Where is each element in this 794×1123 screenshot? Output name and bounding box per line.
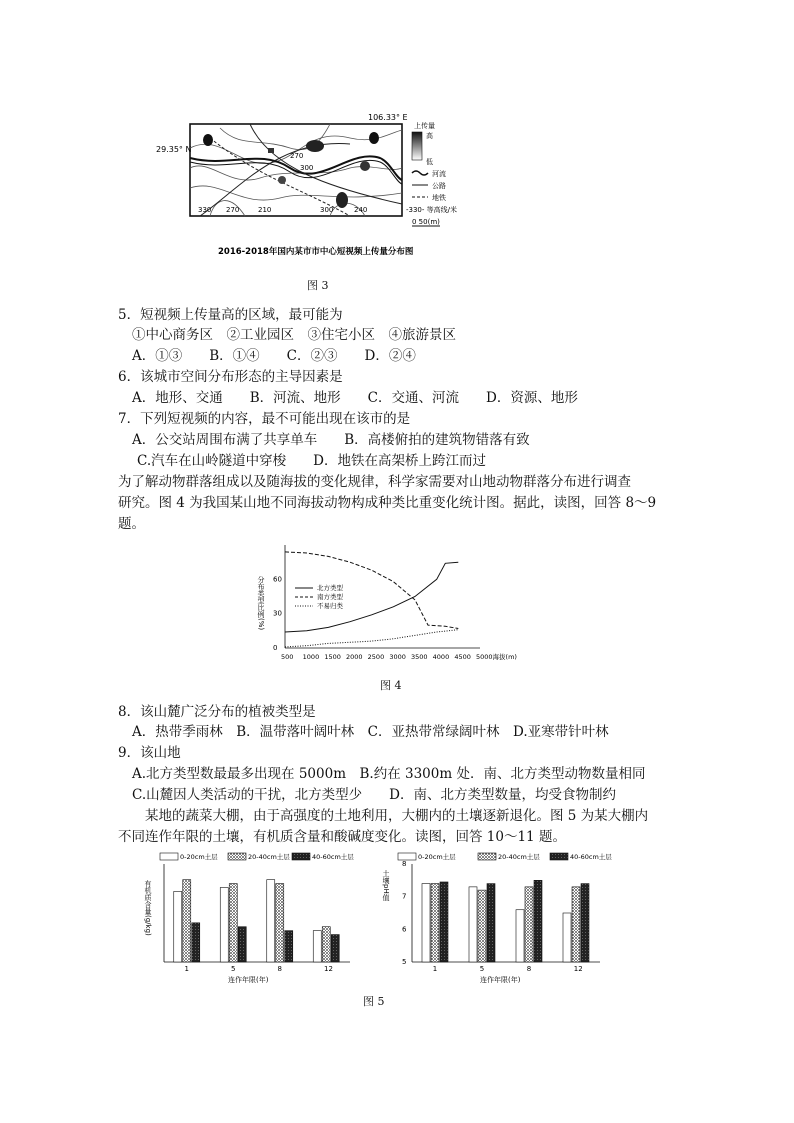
figure-4-caption: 图 4 bbox=[380, 679, 402, 692]
bar bbox=[440, 882, 448, 962]
bar bbox=[534, 880, 542, 962]
legend-south: 南方类型 bbox=[317, 593, 343, 601]
contour-label: 300 bbox=[320, 206, 334, 214]
bar bbox=[322, 927, 330, 962]
altitude-line-chart bbox=[255, 540, 525, 665]
bar bbox=[331, 935, 339, 962]
figure-3-caption: 图 3 bbox=[307, 279, 329, 292]
q5-options: ①中心商务区 ②工业园区 ③住宅小区 ④旅游景区 bbox=[132, 327, 456, 343]
q7-choices-ab: A．公交站周围布满了共享单车 B．高楼俯拍的建筑物错落有致 bbox=[132, 432, 530, 448]
x-tick-label: 1000 bbox=[302, 653, 320, 661]
x-tick-label: 3500 bbox=[411, 653, 428, 661]
bar bbox=[516, 910, 524, 962]
y-tick-label: 0 bbox=[273, 644, 278, 652]
y-axis-label: 分布类型比例(%) bbox=[257, 576, 265, 631]
x-tick-label: 3000 bbox=[389, 653, 406, 661]
svg-text:上传量: 上传量 bbox=[414, 122, 435, 130]
svg-text:20-40cm土层: 20-40cm土层 bbox=[498, 853, 540, 861]
bar bbox=[478, 890, 486, 962]
x-tick-label: 2000 bbox=[346, 653, 363, 661]
intro-fig4-l1: 为了解动物群落组成以及随海拔的变化规律，科学家需要对山地动物群落分布进行调查 bbox=[118, 474, 631, 490]
left-y-label: 有机质含量(g/kg) bbox=[144, 880, 152, 936]
map-legend bbox=[406, 121, 457, 226]
chart-legend bbox=[295, 583, 344, 610]
x-tick-label: 12 bbox=[573, 965, 583, 973]
figure-4 bbox=[255, 540, 525, 665]
series-line-2 bbox=[285, 552, 458, 629]
bar bbox=[238, 927, 246, 962]
y-tick-label: 60 bbox=[273, 575, 282, 584]
x-tick-label: 5 bbox=[479, 965, 485, 973]
bar bbox=[267, 880, 275, 962]
x-tick-label: 5000海拔(m) bbox=[476, 653, 517, 661]
svg-text:0-20cm土层: 0-20cm土层 bbox=[180, 853, 218, 861]
bar bbox=[422, 884, 430, 962]
svg-text:40-60cm土层: 40-60cm土层 bbox=[570, 853, 612, 861]
svg-text:40-60cm土层: 40-60cm土层 bbox=[312, 853, 354, 861]
bar bbox=[285, 931, 293, 962]
svg-text:低: 低 bbox=[426, 158, 433, 166]
svg-text:公路: 公路 bbox=[432, 182, 446, 190]
bar bbox=[572, 887, 580, 962]
contour-label: 210 bbox=[258, 206, 272, 214]
fig5-legend-right bbox=[398, 852, 612, 861]
q7-choices-cd: C.汽车在山岭隧道中穿梭 D．地铁在高架桥上跨江而过 bbox=[137, 453, 486, 469]
contour-label: 270 bbox=[290, 152, 304, 160]
contour-label: 240 bbox=[354, 206, 368, 214]
bar bbox=[276, 884, 284, 962]
svg-text:地铁: 地铁 bbox=[432, 194, 446, 202]
map-title: 2016-2018年国内某市市中心短视频上传量分布图 bbox=[218, 247, 414, 257]
q5-stem: 5．短视频上传量高的区域，最可能为 bbox=[118, 307, 343, 323]
figure-3 bbox=[150, 108, 460, 258]
y-tick-label: 6 bbox=[402, 925, 407, 934]
x-tick-label: 1 bbox=[184, 965, 190, 973]
bar bbox=[525, 887, 533, 962]
x-tick-label: 4500 bbox=[454, 653, 471, 661]
intro-fig5-l2: 不同连作年限的土壤，有机质含量和酸碱度变化。读图，回答 10～11 题。 bbox=[118, 829, 566, 845]
bar bbox=[581, 884, 589, 962]
city-map bbox=[150, 108, 460, 258]
x-tick-label: 4000 bbox=[432, 653, 450, 661]
legend-unclassified: 不易归类 bbox=[317, 602, 343, 610]
contour-label: 270 bbox=[226, 206, 240, 214]
bar bbox=[313, 931, 321, 962]
fig5-legend-left bbox=[160, 852, 354, 861]
bar bbox=[174, 891, 182, 962]
q9-choices-ab: A.北方类型数最最多出现在 5000m B.约在 3300m 处．南、北方类型动物数量相同 bbox=[132, 766, 646, 782]
bar bbox=[220, 888, 228, 962]
x-tick-label: 12 bbox=[324, 965, 333, 973]
intro-fig4-l3: 题。 bbox=[118, 516, 145, 532]
bar bbox=[431, 884, 439, 962]
q9-stem: 9．该山地 bbox=[118, 745, 181, 761]
q6-stem: 6．该城市空间分布形态的主导因素是 bbox=[118, 369, 343, 385]
q8-stem: 8．该山麓广泛分布的植被类型是 bbox=[118, 704, 316, 720]
svg-text:0 50(m): 0 50(m) bbox=[412, 218, 440, 226]
x-tick-label: 1500 bbox=[324, 653, 341, 661]
contour-label: 330 bbox=[198, 206, 212, 214]
intro-fig5-l1: 某地的蔬菜大棚，由于高强度的土地利用，大棚内的土壤逐新退化。图 5 为某大棚内 bbox=[145, 808, 649, 824]
svg-text:0-20cm土层: 0-20cm土层 bbox=[418, 853, 456, 861]
bar bbox=[183, 880, 191, 962]
svg-text:20-40cm土层: 20-40cm土层 bbox=[248, 853, 290, 861]
x-tick-label: 500 bbox=[281, 653, 294, 661]
q5-choices: A．①③ B．①④ C．②③ D．②④ bbox=[132, 348, 416, 364]
x-tick-label: 1 bbox=[432, 965, 438, 973]
x-tick-label: 2500 bbox=[367, 653, 385, 661]
y-tick-label: 5 bbox=[402, 958, 407, 966]
bar bbox=[487, 884, 495, 962]
y-tick-label: 7 bbox=[402, 892, 407, 901]
figure-5 bbox=[140, 850, 670, 985]
series-line-3 bbox=[285, 630, 458, 647]
legend-north: 北方类型 bbox=[317, 584, 343, 592]
intro-fig4-l2: 研究。图 4 为我国某山地不同海拔动物构成种类比重变化统计图。据此，读图，回答 8～9 bbox=[118, 495, 657, 511]
bar bbox=[563, 913, 571, 962]
x-tick-label: 8 bbox=[526, 965, 532, 973]
right-x-label: 连作年限(年) bbox=[480, 976, 521, 984]
soil-bar-charts bbox=[140, 850, 670, 985]
svg-text:河流: 河流 bbox=[432, 170, 446, 178]
bar bbox=[192, 923, 200, 962]
figure-5-caption: 图 5 bbox=[363, 995, 385, 1008]
lat-label: 29.35° N bbox=[156, 145, 192, 154]
contour-label: 300 bbox=[300, 164, 314, 172]
q9-choices-cd: C.山麓因人类活动的干扰，北方类型少 D．南、北方类型数量，均受食物制约 bbox=[132, 787, 616, 803]
right-y-label: 土壤pH值 bbox=[382, 870, 390, 901]
bar bbox=[469, 887, 477, 962]
svg-text:高: 高 bbox=[426, 132, 433, 140]
q8-choices: A．热带季雨林 B．温带落叶阔叶林 C．亚热带常绿阔叶林 D.亚寒带针叶林 bbox=[132, 724, 609, 740]
lon-label: 106.33° E bbox=[368, 113, 408, 122]
q6-choices: A．地形、交通 B．河流、地形 C．交通、河流 D．资源、地形 bbox=[132, 390, 578, 406]
x-tick-label: 8 bbox=[277, 965, 283, 973]
q7-stem: 7．下列短视频的内容，最不可能出现在该市的是 bbox=[118, 411, 411, 427]
y-tick-label: 30 bbox=[273, 609, 282, 618]
left-x-label: 连作年限(年) bbox=[228, 976, 269, 984]
svg-text:-330- 等高线/米: -330- 等高线/米 bbox=[406, 206, 457, 214]
x-tick-label: 5 bbox=[231, 965, 236, 973]
bar bbox=[229, 884, 237, 962]
y-tick-label: 8 bbox=[402, 860, 407, 868]
